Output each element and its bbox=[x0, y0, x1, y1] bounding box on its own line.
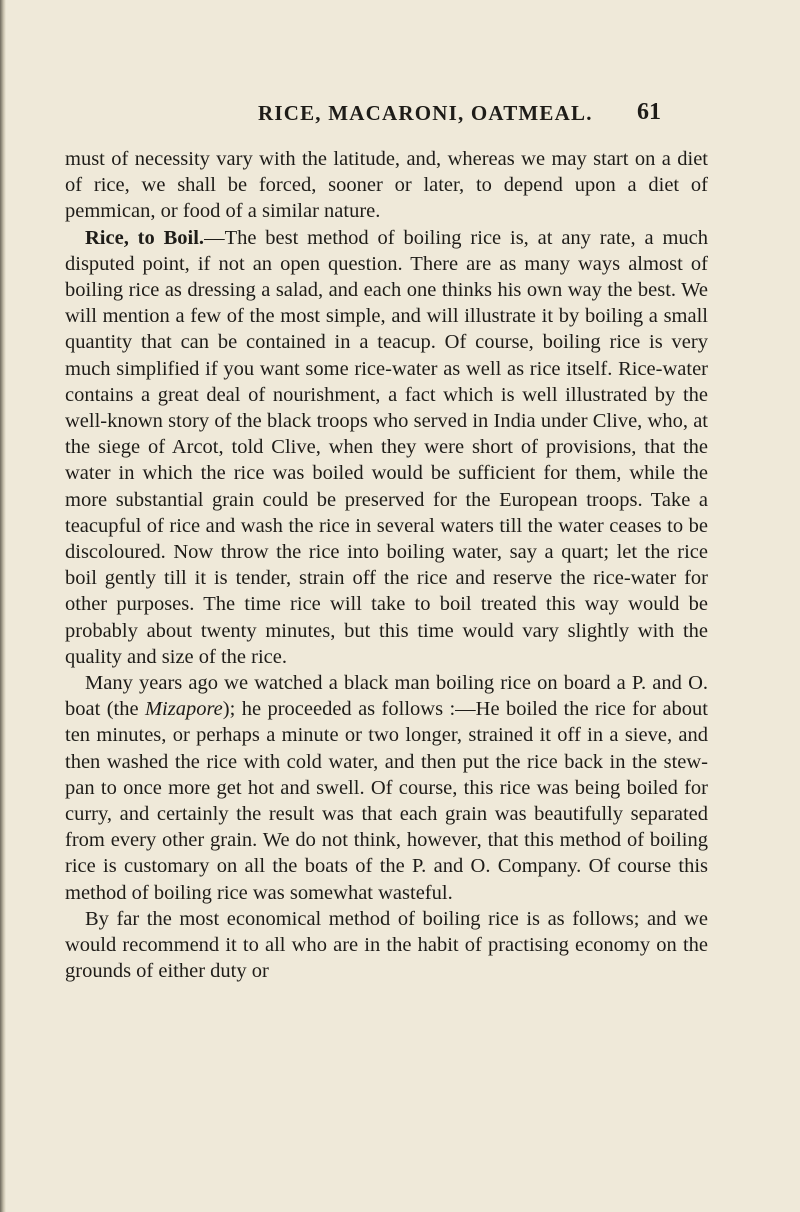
paragraph-text: must of necessity vary with the latitude, and, whereas we may start on a diet of rice, we shall be forced, sooner or later, to depend upon a diet of pemmican, or food of a similar nature. bbox=[65, 148, 708, 223]
body-text bbox=[65, 146, 708, 985]
paragraph-text: —The best method of boiling rice is, at any rate, a much disputed point, if not an open question. There are as many ways almost of boiling rice as dressing a salad, and each one thinks his own way the best. We will mention a few of the most simple, and will illustrate it by boiling a small quantity that can be contained in a teacup. Of course, boiling rice is very much simplified if you want some rice-water as well as rice itself. Rice-water contains a great deal of nourishment, a fact which is well illustrated by the well-known story of the black troops who served in India under Clive, who, at the siege of Arcot, told Clive, when they were short of provisions, that the water in which the rice was boiled would be sufficient for them, while the more substantial grain could be preserved for the European troops. Take a teacupful of rice and wash the rice in several waters till the water ceases to be discoloured. Now throw the rice into boiling water, say a quart; let the rice boil gently till it is tender, strain off the rice and reserve the rice-water for other purposes. The time rice will take to boil treated this way would be probably about twenty minutes, but this time would vary slightly with the quality and size of the rice. bbox=[65, 226, 708, 668]
page-header bbox=[0, 101, 800, 131]
paragraph-black-man-boiling-rice bbox=[65, 670, 708, 906]
section-heading: Rice, to Boil. bbox=[85, 226, 205, 249]
running-head: RICE, MACARONI, OATMEAL. bbox=[258, 101, 593, 125]
paragraph-economical-method bbox=[65, 906, 708, 985]
paragraph-rice-to-boil bbox=[65, 225, 708, 670]
page-gutter-shadow bbox=[0, 0, 6, 1212]
paragraph-text: By far the most economical method of boiling rice is as follows; and we would recommend it to all who are in the habit of practising economy on the grounds of either duty or bbox=[65, 907, 708, 983]
page-number: 61 bbox=[637, 99, 661, 125]
paragraph-text-after: ); he proceeded as follows :—He boiled the rice for about ten minutes, or perhaps a minute or two longer, strained it off in a sieve, and then washed the rice with cold water, and then put the rice back in the stew-pan to once more get hot and swell. Of course, this rice was being boiled for curry, and certainly the result was that each grain was beautifully separated from every other grain. We do not think, however, that this method of boiling rice is customary on all the boats of the P. and O. Company. Of course this method of boiling rice was somewhat wasteful. bbox=[65, 698, 708, 904]
paragraph-continuation bbox=[65, 146, 708, 225]
boat-name: Mizapore bbox=[144, 698, 223, 721]
paragraph-text-before: Many years ago we watched a black man boiling rice on board a P. and O. boat (the bbox=[65, 672, 708, 721]
